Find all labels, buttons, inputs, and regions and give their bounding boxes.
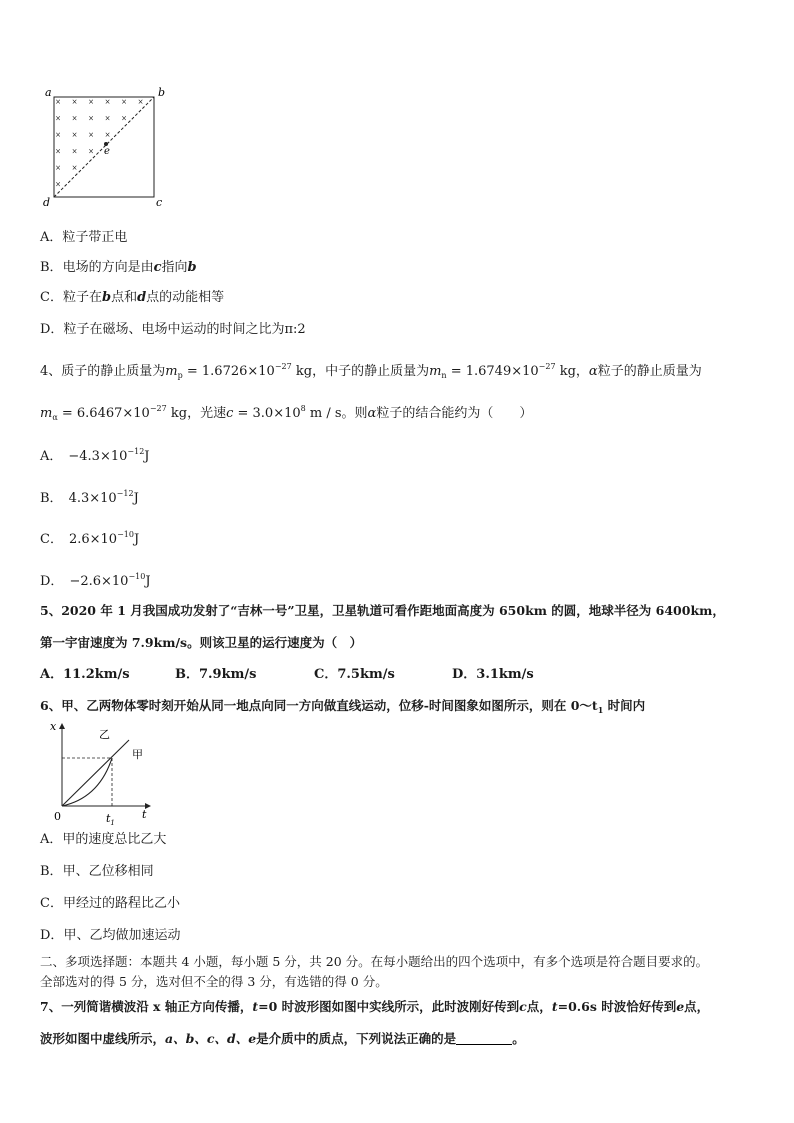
field-x-mark: × [71, 164, 78, 172]
q4-option-c: C． $2.6\times 10^{-10}J$ [40, 530, 140, 547]
q7-stem-line2: 波形如图中虚线所示，a、b、c、d、e是介质中的质点，下列说法正确的是 。 [40, 1031, 525, 1046]
field-x-mark: × [55, 180, 61, 189]
label-yi: 乙 [99, 728, 110, 741]
t1-label: $t_1$ [106, 812, 115, 827]
y-axis-label: x [50, 720, 57, 733]
q5-option-b: B．7.9km/s [175, 667, 257, 682]
field-x-mark: × [88, 147, 94, 156]
q5-option-d: D．3.1km/s [452, 667, 534, 682]
q4-option-d: D． $-2.6\times 10^{-10}J$ [40, 572, 151, 589]
corner-b-label: b [158, 86, 166, 99]
field-x-mark: × [71, 131, 78, 139]
q5-option-c: C．7.5km/s [314, 667, 395, 682]
field-x-mark: × [121, 114, 127, 123]
line-jia [62, 740, 129, 806]
field-x-mark: × [71, 114, 78, 123]
q6-option-b: B．甲、乙位移相同 [40, 864, 154, 879]
point-e-label: e [104, 146, 110, 157]
field-x-mark: × [137, 98, 144, 106]
field-x-mark: × [104, 98, 111, 106]
q4-stem-line2: $m_\alpha = 6.6467\times 10^{-27}$ kg，光速$c = 3.0\times 10^8$ m / s。则α粒子的结合能约为（ ） [40, 404, 533, 422]
field-x-mark: × [55, 147, 61, 156]
field-x-mark: × [88, 98, 94, 106]
section2-instructions-line1: 二、多项选择题：本题共 4 小题，每小题 5 分，共 20 分。在每小题给出的四个选项中，有多个选项是符合题目要求的。 [40, 954, 709, 969]
q3-option-d: D．粒子在磁场、电场中运动的时间之比为π:2 [40, 322, 306, 337]
q5-stem-line1: 5、2020 年 1 月我国成功发射了“吉林一号”卫星，卫星轨道可看作距地面高度为 650km 的圆，地球半径为 6400km， [40, 603, 725, 618]
origin-label: 0 [54, 810, 61, 823]
field-x-mark: × [55, 114, 61, 123]
corner-d-label: d [43, 196, 51, 209]
field-x-mark: × [71, 147, 78, 156]
x-axis-label: t [142, 808, 147, 821]
label-jia: 甲 [132, 748, 143, 761]
q7-stem-line1: 7、一列简谐横波沿 x 轴正方向传播，t=0 时波形图如图中实线所示，此时波刚好传到c点，t=0.6s 时波恰好传到e点， [40, 999, 710, 1014]
q3-option-c: C．粒子在b点和d点的动能相等 [40, 290, 225, 305]
field-x-mark: × [55, 164, 61, 172]
answer-blank[interactable] [456, 1032, 512, 1045]
field-x-mark: × [88, 114, 94, 123]
q5-stem-line2: 第一宇宙速度为 7.9km/s。则该卫星的运行速度为（ ） [40, 635, 363, 650]
q6-option-c: C．甲经过的路程比乙小 [40, 896, 180, 911]
corner-a-label: a [45, 86, 52, 99]
section2-instructions-line2: 全部选对的得 5 分，选对但不全的得 3 分，有选错的得 0 分。 [40, 974, 388, 989]
field-x-mark: × [55, 98, 61, 106]
q5-option-a: A．11.2km/s [40, 667, 130, 682]
field-x-mark: × [121, 98, 127, 106]
q3-option-a: A．粒子带正电 [40, 230, 128, 245]
field-region-figure [40, 86, 170, 210]
q4-option-a: A． $-4.3\times 10^{-12}J$ [40, 447, 150, 464]
field-x-mark: × [104, 114, 111, 123]
field-x-mark: × [88, 131, 94, 139]
q3-option-b: B．电场的方向是由c指向b [40, 260, 197, 275]
x-t-graph [44, 718, 162, 828]
q6-option-a: A．甲的速度总比乙大 [40, 832, 167, 847]
q6-option-d: D．甲、乙均做加速运动 [40, 928, 181, 943]
field-x-mark: × [71, 98, 78, 106]
field-x-mark: × [55, 131, 61, 139]
field-x-mark: × [104, 131, 111, 139]
corner-c-label: c [156, 196, 163, 209]
q4-option-b: B． $4.3\times 10^{-12}J$ [40, 489, 139, 506]
q4-stem-line1: 4、质子的静止质量为$m_p = 1.6726\times 10^{-27}$ kg，中子的静止质量为$m_n = 1.6749\times 10^{-27}$ kg，α粒子的静止质量为 [40, 362, 702, 380]
q6-stem: 6、甲、乙两物体零时刻开始从同一地点向同一方向做直线运动，位移-时间图象如图所示，则在 $0\sim t_1$ 时间内 [40, 698, 646, 715]
